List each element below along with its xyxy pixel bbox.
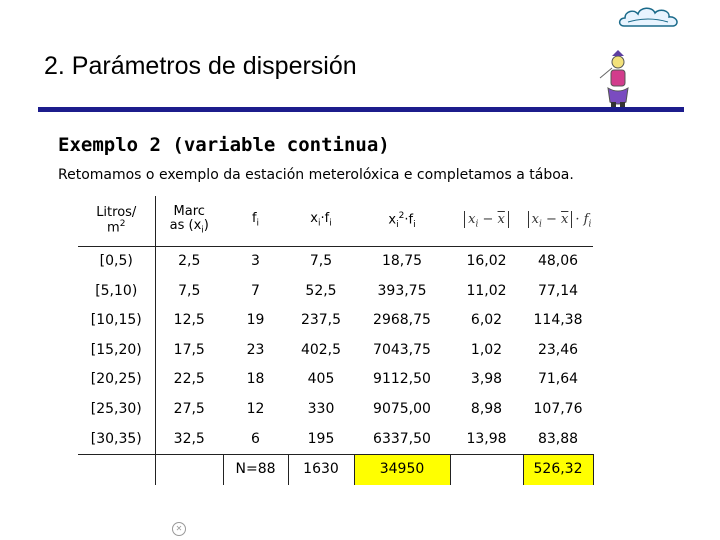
cell-fi: 12 — [246, 401, 265, 418]
footer-icon: ✕ — [172, 522, 186, 536]
total-xi2fi: 34950 — [354, 455, 450, 485]
cell-interval: [15,20) — [78, 336, 155, 366]
cell-xifi: 237,5 — [300, 312, 342, 329]
cell-mark: 32,5 — [155, 425, 223, 455]
table-row — [78, 425, 593, 455]
cell-mark: 7,5 — [178, 282, 201, 299]
table-row — [78, 277, 593, 307]
cell-empty — [450, 455, 523, 485]
cell-xi2fi: 6337,50 — [354, 425, 450, 455]
cell-mark: 12,5 — [173, 312, 205, 329]
header-abs-deviation: $x_i - \overline{x}$ — [450, 196, 523, 247]
header-xifi: $x_i\cdot f_i$ — [310, 211, 332, 229]
cell-fi: 18 — [246, 371, 265, 388]
intro-text: Retomamos o exemplo da estación meterolóxica e completamos a táboa. — [58, 167, 574, 183]
figure-icon — [594, 48, 636, 110]
cell-deviation: 13,98 — [450, 425, 523, 455]
cell-interval: [5,10) — [78, 277, 155, 307]
total-deviation-fi: 526,32 — [523, 455, 593, 485]
cell-mark: 22,5 — [173, 371, 205, 388]
table-header-row — [78, 196, 593, 247]
cell-xifi: 402,5 — [300, 341, 342, 358]
cell-fi: 23 — [246, 341, 265, 358]
cell-empty — [155, 455, 223, 485]
section-heading: Exemplo 2 (variable continua) — [58, 134, 390, 156]
header-fi: $f_i$ — [251, 211, 260, 229]
cell-xifi: 330 — [307, 401, 335, 418]
cell-xi2fi: 7043,75 — [373, 341, 431, 358]
header-marcas: Marc as $(x_i)$ — [169, 204, 209, 236]
header-xi2fi: $x_i^2\cdot f_i$ — [388, 210, 416, 230]
slide-title: 2. Parámetros de dispersión — [44, 52, 357, 80]
totals-row — [78, 455, 593, 485]
cell-xi2fi: 9075,00 — [373, 401, 431, 418]
cell-deviation: 6,02 — [470, 312, 503, 329]
cell-xi2fi: 18,75 — [354, 247, 450, 277]
cell-mark: 2,5 — [155, 247, 223, 277]
cell-fi: 19 — [246, 312, 265, 329]
cell-deviation-fi: 23,46 — [537, 341, 579, 358]
cell-fi: 6 — [223, 425, 288, 455]
cell-deviation: 3,98 — [470, 371, 503, 388]
title-divider — [38, 107, 684, 112]
cell-mark: 27,5 — [173, 401, 205, 418]
cell-xifi: 195 — [288, 425, 354, 455]
cell-interval: [10,15) — [78, 306, 155, 336]
cell-xi2fi: 393,75 — [377, 282, 427, 299]
cell-fi: 3 — [223, 247, 288, 277]
cell-deviation-fi: 107,76 — [533, 401, 583, 418]
cell-xi2fi: 2968,75 — [373, 312, 431, 329]
cell-deviation: 8,98 — [470, 401, 503, 418]
cell-empty — [78, 455, 155, 485]
cell-deviation-fi: 71,64 — [537, 371, 579, 388]
cell-interval: [20,25) — [78, 365, 155, 395]
cell-interval: [0,5) — [78, 247, 155, 277]
header-abs-deviation-fi: $x_i - \overline{x} \cdot f_i$ — [523, 196, 593, 247]
cell-xifi: 405 — [307, 371, 335, 388]
cell-deviation-fi: 48,06 — [523, 247, 593, 277]
cell-deviation-fi: 114,38 — [533, 312, 583, 329]
cloud-icon — [618, 4, 680, 32]
total-n: N=88 — [235, 461, 276, 478]
cell-deviation: 1,02 — [470, 341, 503, 358]
frequency-table — [78, 196, 594, 485]
cell-interval: [25,30) — [78, 395, 155, 425]
table-row — [78, 247, 593, 277]
cell-xifi: 52,5 — [305, 282, 337, 299]
cell-xifi: 7,5 — [288, 247, 354, 277]
cell-fi: 7 — [251, 282, 260, 299]
table-row — [78, 336, 593, 366]
cell-deviation-fi: 77,14 — [537, 282, 579, 299]
cell-interval: [30,35) — [78, 425, 155, 455]
table-row — [78, 306, 593, 336]
table-row — [78, 365, 593, 395]
cell-deviation-fi: 83,88 — [523, 425, 593, 455]
cell-deviation: 16,02 — [450, 247, 523, 277]
table-row — [78, 395, 593, 425]
header-litros: Litros/ $m^2$ — [78, 196, 155, 247]
total-xifi: 1630 — [288, 455, 354, 485]
cell-mark: 17,5 — [173, 341, 205, 358]
cell-xi2fi: 9112,50 — [373, 371, 431, 388]
cell-deviation: 11,02 — [466, 282, 507, 299]
